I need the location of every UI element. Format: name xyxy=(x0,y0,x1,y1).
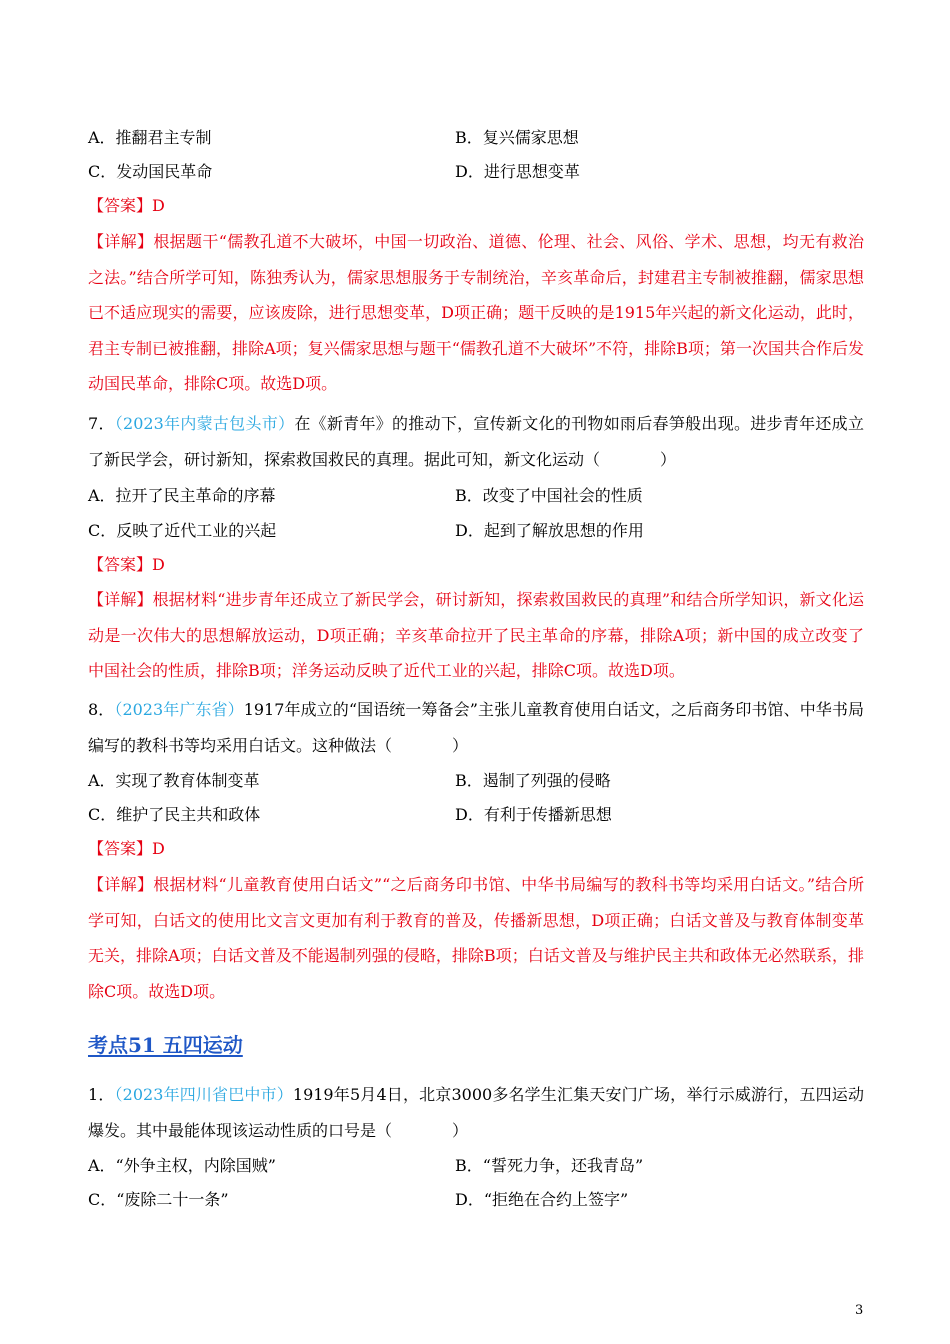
q8-answer: 【答案】D xyxy=(88,839,165,858)
q8-number: 8． xyxy=(88,700,115,719)
q7-stem-text: 在《新青年》的推动下，宣传新文化的刊物如雨后春笋般出现。进步青年还成立了新民学会，研讨新知，探索救国救民的真理。据此可知，新文化运动（ xyxy=(88,414,864,469)
s1-source: （2023年四川省巴中市） xyxy=(114,1085,293,1104)
s1-stem xyxy=(88,1077,864,1148)
q7-source: （2023年内蒙古包头市） xyxy=(114,414,295,433)
q7-answer: 【答案】D xyxy=(88,555,165,574)
q7-option-a: A．拉开了民主革命的序幕 xyxy=(88,486,276,505)
q8-stem-text: 1917年成立的“国语统一筹备会”主张儿童教育使用白话文，之后商务印书馆、中华书局编写的教科书等均采用白话文。这种做法（ xyxy=(88,700,864,755)
q7-stem xyxy=(88,406,864,477)
q6-option-d: D．进行思想变革 xyxy=(455,162,580,181)
page-number: 3 xyxy=(855,1303,864,1318)
q7-option-d: D．起到了解放思想的作用 xyxy=(455,521,644,540)
q6-answer: 【答案】D xyxy=(88,196,165,215)
q8-option-b: B．遏制了列强的侵略 xyxy=(455,771,611,790)
q8-stem xyxy=(88,692,864,763)
s1-stem-text: 1919年5月4日，北京3000多名学生汇集天安门广场，举行示威游行，五四运动爆发。其中最能体现该运动性质的口号是（ xyxy=(88,1085,864,1140)
s1-option-b: B．“誓死力争，还我青岛” xyxy=(455,1156,644,1175)
q7-number: 7． xyxy=(88,414,115,433)
q6-option-c: C．发动国民革命 xyxy=(88,162,213,181)
s1-option-a: A．“外争主权，内除国贼” xyxy=(88,1156,276,1175)
q6-analysis: 【详解】根据题干“儒教孔道不大破坏，中国一切政治、道德、伦理、社会、风俗、学术、思想，均无有救治之法。”结合所学可知，陈独秀认为，儒家思想服务于专制统治，辛亥革命后，封建君主专制被推翻，儒家思想已不适应现实的需要，应该废除，进行思想变革，D项正确；题干反映的是1915年兴起的新文化运动，此时，君主专制已被推翻，排除A项；复兴儒家思想与题干“儒教孔道不大破坏”不符，排除B项；第一次国共合作后发动国民革命，排除C项。故选D项。 xyxy=(88,232,864,393)
q7-option-b: B．改变了中国社会的性质 xyxy=(455,486,643,505)
s1-number: 1． xyxy=(88,1085,115,1104)
q7-analysis: 【详解】根据材料“进步青年还成立了新民学会，研讨新知，探索救国救民的真理”和结合所学知识，新文化运动是一次伟大的思想解放运动，D项正确；辛亥革命拉开了民主革命的序幕，排除A项；新中国的成立改变了中国社会的性质，排除B项；洋务运动反映了近代工业的兴起，排除C项。故选D项。 xyxy=(88,590,864,680)
q6-option-a: A．推翻君主专制 xyxy=(88,128,212,147)
q8-option-c: C．维护了民主共和政体 xyxy=(88,805,261,824)
s1-option-c: C．“废除二十一条” xyxy=(88,1190,229,1209)
q8-option-a: A．实现了教育体制变革 xyxy=(88,771,260,790)
q8-stem-end: ） xyxy=(452,735,469,755)
s1-stem-end: ） xyxy=(452,1120,469,1140)
q8-source: （2023年广东省） xyxy=(114,700,244,719)
q6-option-b: B．复兴儒家思想 xyxy=(455,128,579,147)
s1-option-d: D．“拒绝在合约上签字” xyxy=(455,1190,629,1209)
q7-option-c: C．反映了近代工业的兴起 xyxy=(88,521,277,540)
q8-option-d: D．有利于传播新思想 xyxy=(455,805,612,824)
section-heading: 考点51 五四运动 xyxy=(88,1033,243,1057)
q7-stem-end: ） xyxy=(660,449,677,469)
q8-analysis: 【详解】根据材料“儿童教育使用白话文”“之后商务印书馆、中华书局编写的教科书等均采用白话文。”结合所学可知，白话文的使用比文言文更加有利于教育的普及，传播新思想，D项正确；白话文普及与教育体制变革无关，排除A项；白话文普及不能遏制列强的侵略，排除B项；白话文普及与维护民主共和政体无必然联系，排除C项。故选D项。 xyxy=(88,875,864,1001)
